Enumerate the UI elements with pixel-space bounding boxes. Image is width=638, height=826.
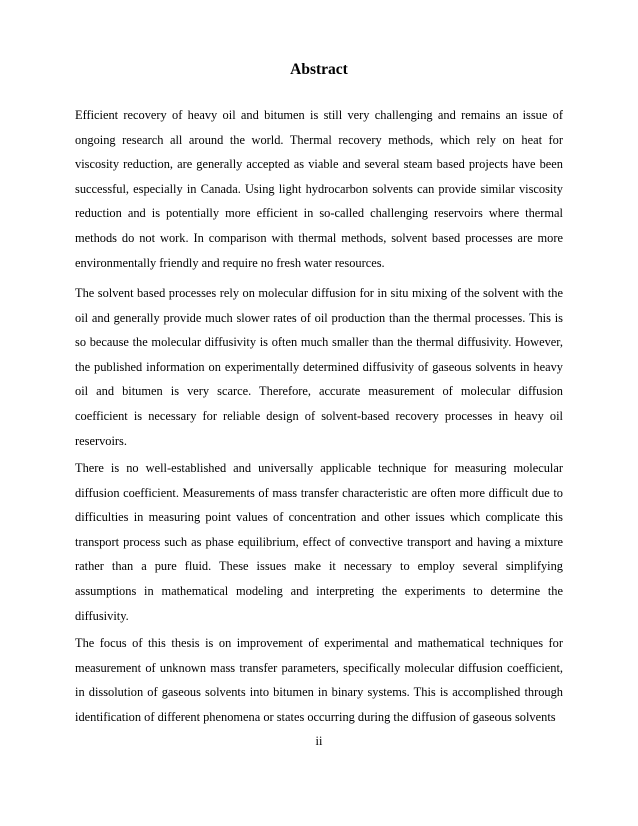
abstract-paragraph-4: The focus of this thesis is on improvement of experimental and mathematical techniques for measurement of unknown mass transfer parameters, specifically molecular diffusion coefficient, in dissolution of gaseous solvents into bitumen in binary systems. This is accomplished through identification of different phenomena or states occurring during the diffusion of gaseous solvents bbox=[75, 636, 563, 724]
abstract-paragraph-1: Efficient recovery of heavy oil and bitumen is still very challenging and remains an issue of ongoing research all around the world. Thermal recovery methods, which rely on heat for viscosity reduction, are generally accepted as viable and several steam based projects have been successful, especially in Canada. Using light hydrocarbon solvents can provide similar viscosity reduction and is potentially more efficient in so-called challenging reservoirs where thermal methods do not work. In comparison with thermal methods, solvent based processes are more environmentally friendly and require no fresh water resources. bbox=[75, 108, 563, 270]
page-number: ii bbox=[315, 734, 323, 748]
abstract-paragraph-2: The solvent based processes rely on molecular diffusion for in situ mixing of the solvent with the oil and generally provide much slower rates of oil production than the thermal processes. This is so because the molecular diffusivity is often much smaller than the thermal diffusivity. However, the published information on experimentally determined diffusivity of gaseous solvents in heavy oil and bitumen is very scarce. Therefore, accurate measurement of molecular diffusion coefficient is necessary for reliable design of solvent-based recovery processes in heavy oil reservoirs. bbox=[75, 286, 563, 448]
abstract-title: Abstract bbox=[290, 61, 348, 78]
abstract-paragraph-3: There is no well-established and universally applicable technique for measuring molecular diffusion coefficient. Measurements of mass transfer characteristic are often more difficult due to difficulties in measuring point values of concentration and other issues which complicate this transport process such as phase equilibrium, effect of convective transport and having a mixture rather than a pure fluid. These issues make it necessary to employ several simplifying assumptions in mathematical modeling and interpreting the experiments to determine the diffusivity. bbox=[75, 461, 563, 623]
